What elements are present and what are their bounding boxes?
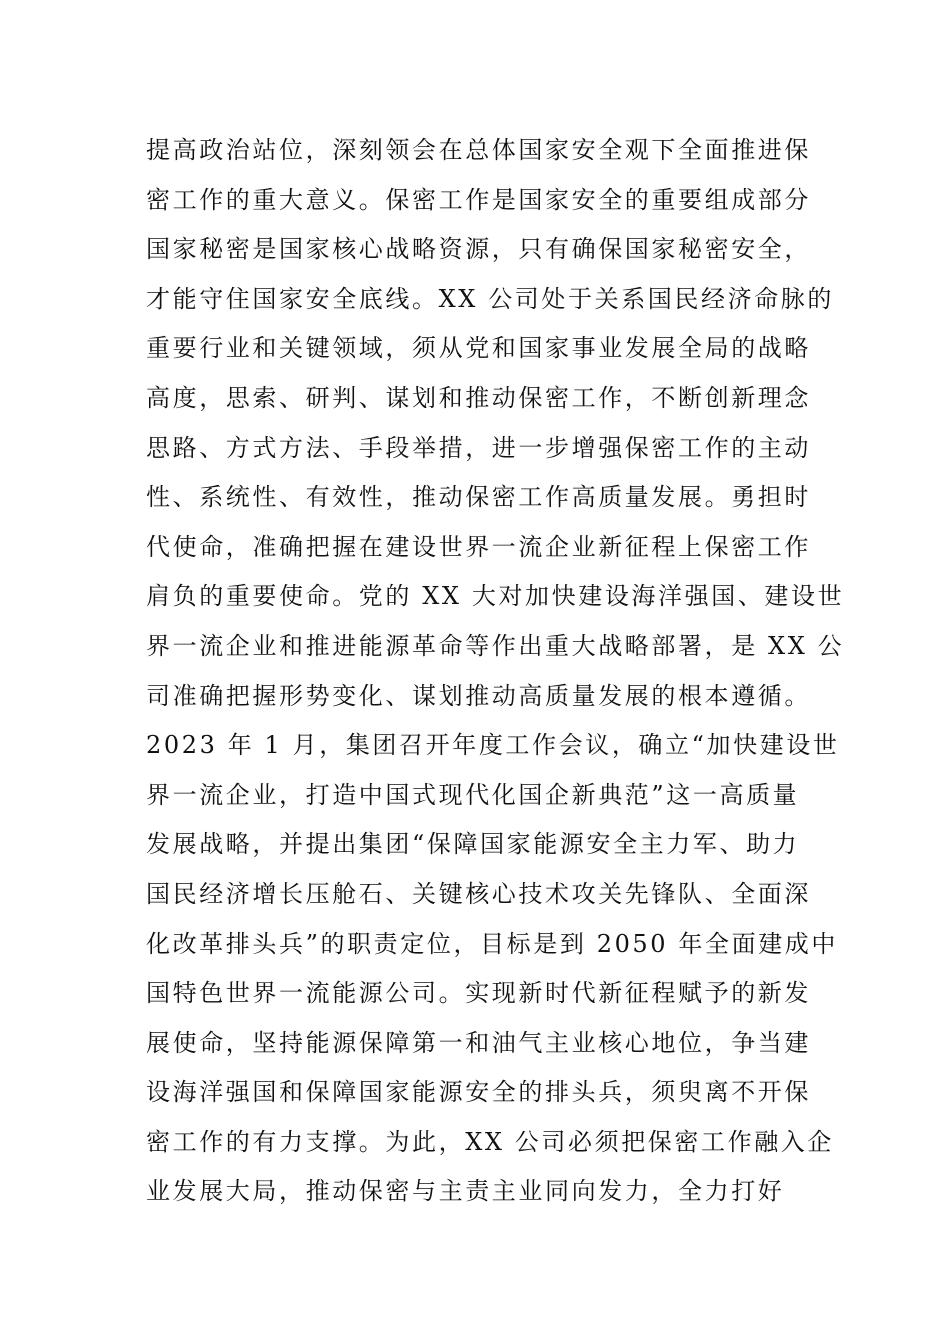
text-line: 司准确把握形势变化、谋划推动高质量发展的根本遵循。: [146, 681, 811, 710]
text-line: 2023 年 1 月，集团召开年度工作会议，确立“加快建设世: [146, 731, 840, 760]
text-line: 密工作的重大意义。保密工作是国家安全的重要组成部分: [146, 185, 811, 214]
text-line: 国特色世界一流能源公司。实现新时代新征程赋予的新发: [146, 979, 811, 1008]
text-line: 发展战略，并提出集团“保障国家能源安全主力军、助力: [146, 830, 800, 859]
text-line: 高度，思索、研判、谋划和推动保密工作，不断创新理念: [146, 383, 811, 412]
text-line: 化改革排头兵”的职责定位，目标是到 2050 年全面建成中: [146, 929, 839, 958]
text-line: 思路、方式方法、手段举措，进一步增强保密工作的主动: [146, 433, 811, 462]
text-line: 国家秘密是国家核心战略资源，只有确保国家秘密安全，: [146, 235, 811, 264]
text-line: 界一流企业和推进能源革命等作出重大战略部署，是 XX 公: [146, 631, 845, 660]
text-line: 国民经济增长压舱石、关键核心技术攻关先锋队、全面深: [146, 879, 811, 908]
text-line: 提高政治站位，深刻领会在总体国家安全观下全面推进保: [146, 136, 811, 164]
text-line: 代使命，准确把握在建设世界一流企业新征程上保密工作: [146, 532, 811, 561]
text-line: 密工作的有力支撑。为此，XX 公司必须把保密工作融入企: [146, 1127, 834, 1156]
text-line: 业发展大局，推动保密与主责主业同向发力，全力打好: [146, 1177, 785, 1206]
text-line: 界一流企业，打造中国式现代化国企新典范”这一高质量: [146, 780, 800, 809]
text-line: 才能守住国家安全底线。XX 公司处于关系国民经济命脉的: [146, 284, 834, 313]
text-line: 设海洋强国和保障国家能源安全的排头兵，须臾离不开保: [146, 1078, 811, 1107]
text-line: 展使命，坚持能源保障第一和油气主业核心地位，争当建: [146, 1028, 811, 1057]
text-line: 肩负的重要使命。党的 XX 大对加快建设海洋强国、建设世: [146, 582, 845, 611]
text-line: 性、系统性、有效性，推动保密工作高质量发展。勇担时: [146, 483, 811, 512]
text-line: 重要行业和关键领域，须从党和国家事业发展全局的战略: [146, 334, 811, 363]
body-text: [146, 126, 846, 1217]
